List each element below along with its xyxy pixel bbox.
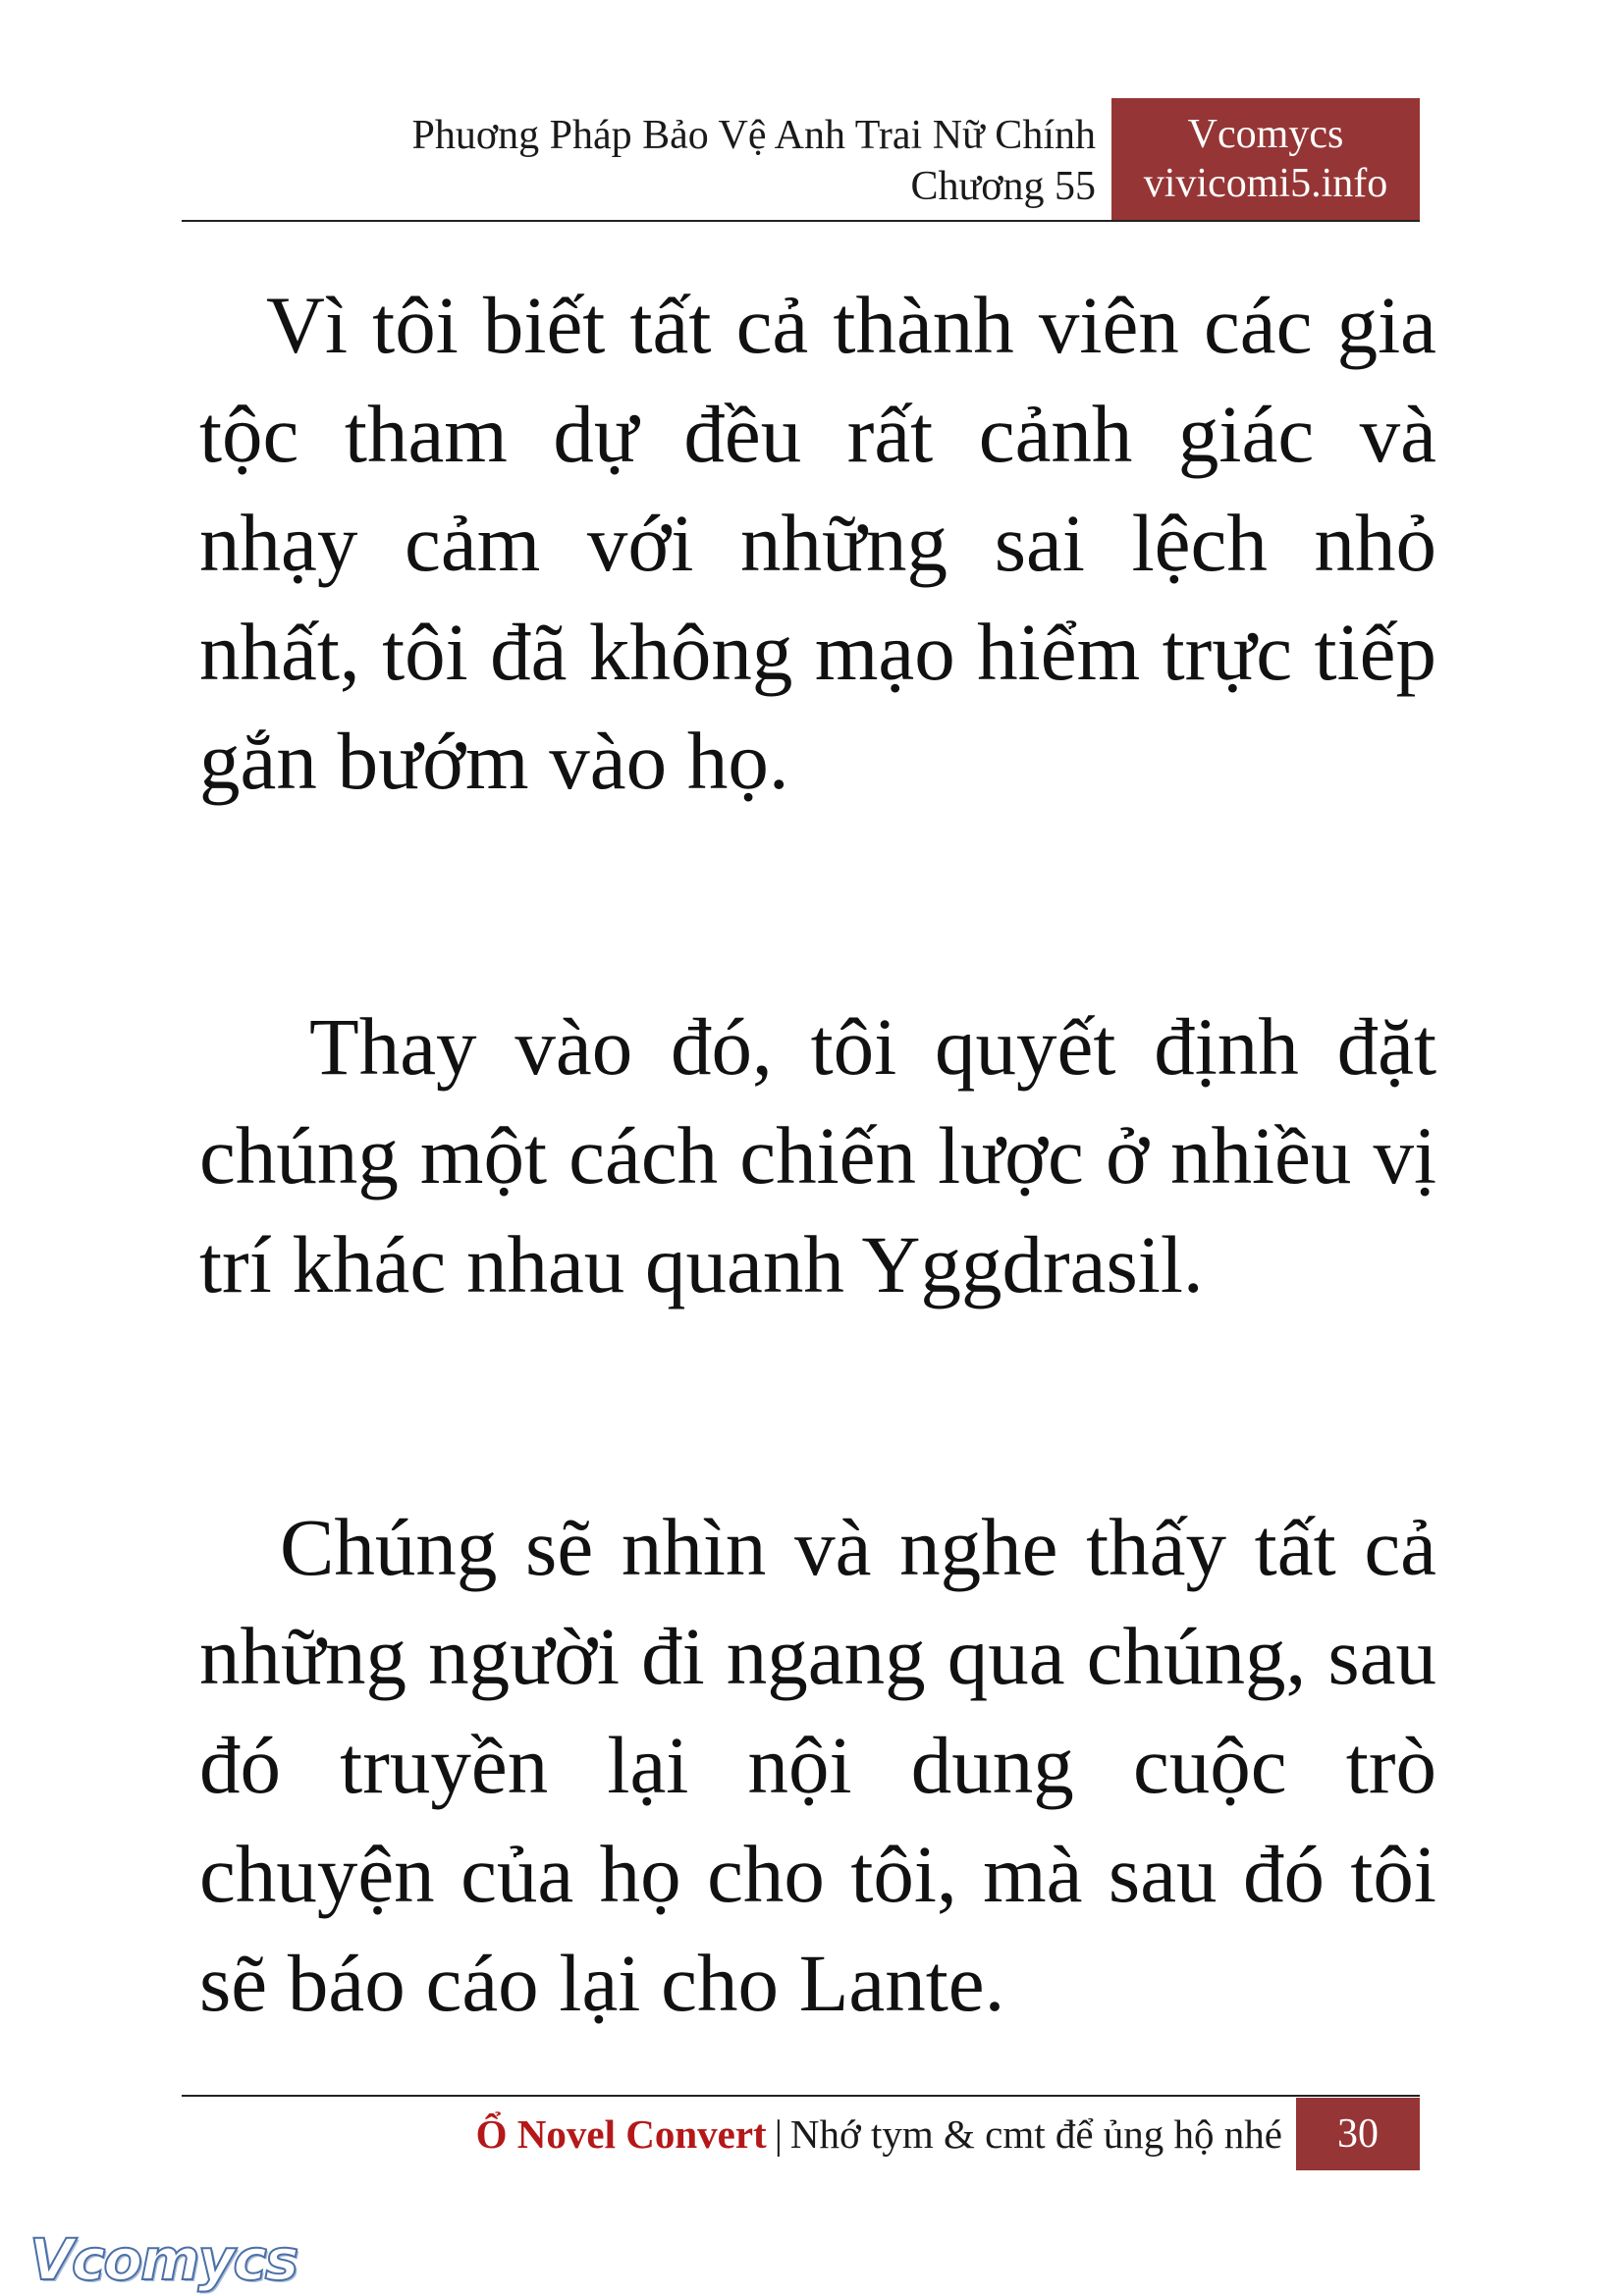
paragraph-2: Thay vào đó, tôi quyết định đặt chúng một cách chiến lược ở nhiều vị trí khác nhau quanh Yggdrasil. <box>199 1001 1436 1309</box>
footer-brand: Ổ Novel Convert <box>475 2111 767 2157</box>
book-title: Phuơng Pháp Bảo Vệ Anh Trai Nữ Chính <box>411 113 1096 158</box>
footer-separator: | <box>774 2111 783 2157</box>
header-title-block <box>412 110 1096 212</box>
page-header <box>182 98 1420 220</box>
header-divider <box>182 220 1420 222</box>
footer-text <box>476 2108 1282 2161</box>
paragraph-1: Vì tôi biết tất cả thành viên các gia tộc tham dự đều rất cảnh giác và nhạy cảm với những sai lệch nhỏ nhất, tôi đã không mạo hiểm trực tiếp gắn bướm vào họ. <box>199 280 1436 806</box>
watermark-logo: Vcomycs <box>29 2226 298 2293</box>
footer-divider <box>182 2095 1420 2097</box>
chapter-label: Chương 55 <box>910 164 1096 209</box>
site-url: vivicomi5.info <box>1143 161 1388 206</box>
site-name: Vcomycs <box>1187 112 1344 157</box>
page-number: 30 <box>1296 2098 1420 2170</box>
footer-message: Nhớ tym & cmt để ủng hộ nhé <box>789 2111 1282 2157</box>
page-footer <box>182 2098 1420 2170</box>
site-badge <box>1111 98 1420 220</box>
paragraph-3: Chúng sẽ nhìn và nghe thấy tất cả những người đi ngang qua chúng, sau đó truyền lại nội dung cuộc trò chuyện của họ cho tôi, mà sau đó tôi sẽ báo cáo lại cho Lante. <box>199 1502 1436 2028</box>
